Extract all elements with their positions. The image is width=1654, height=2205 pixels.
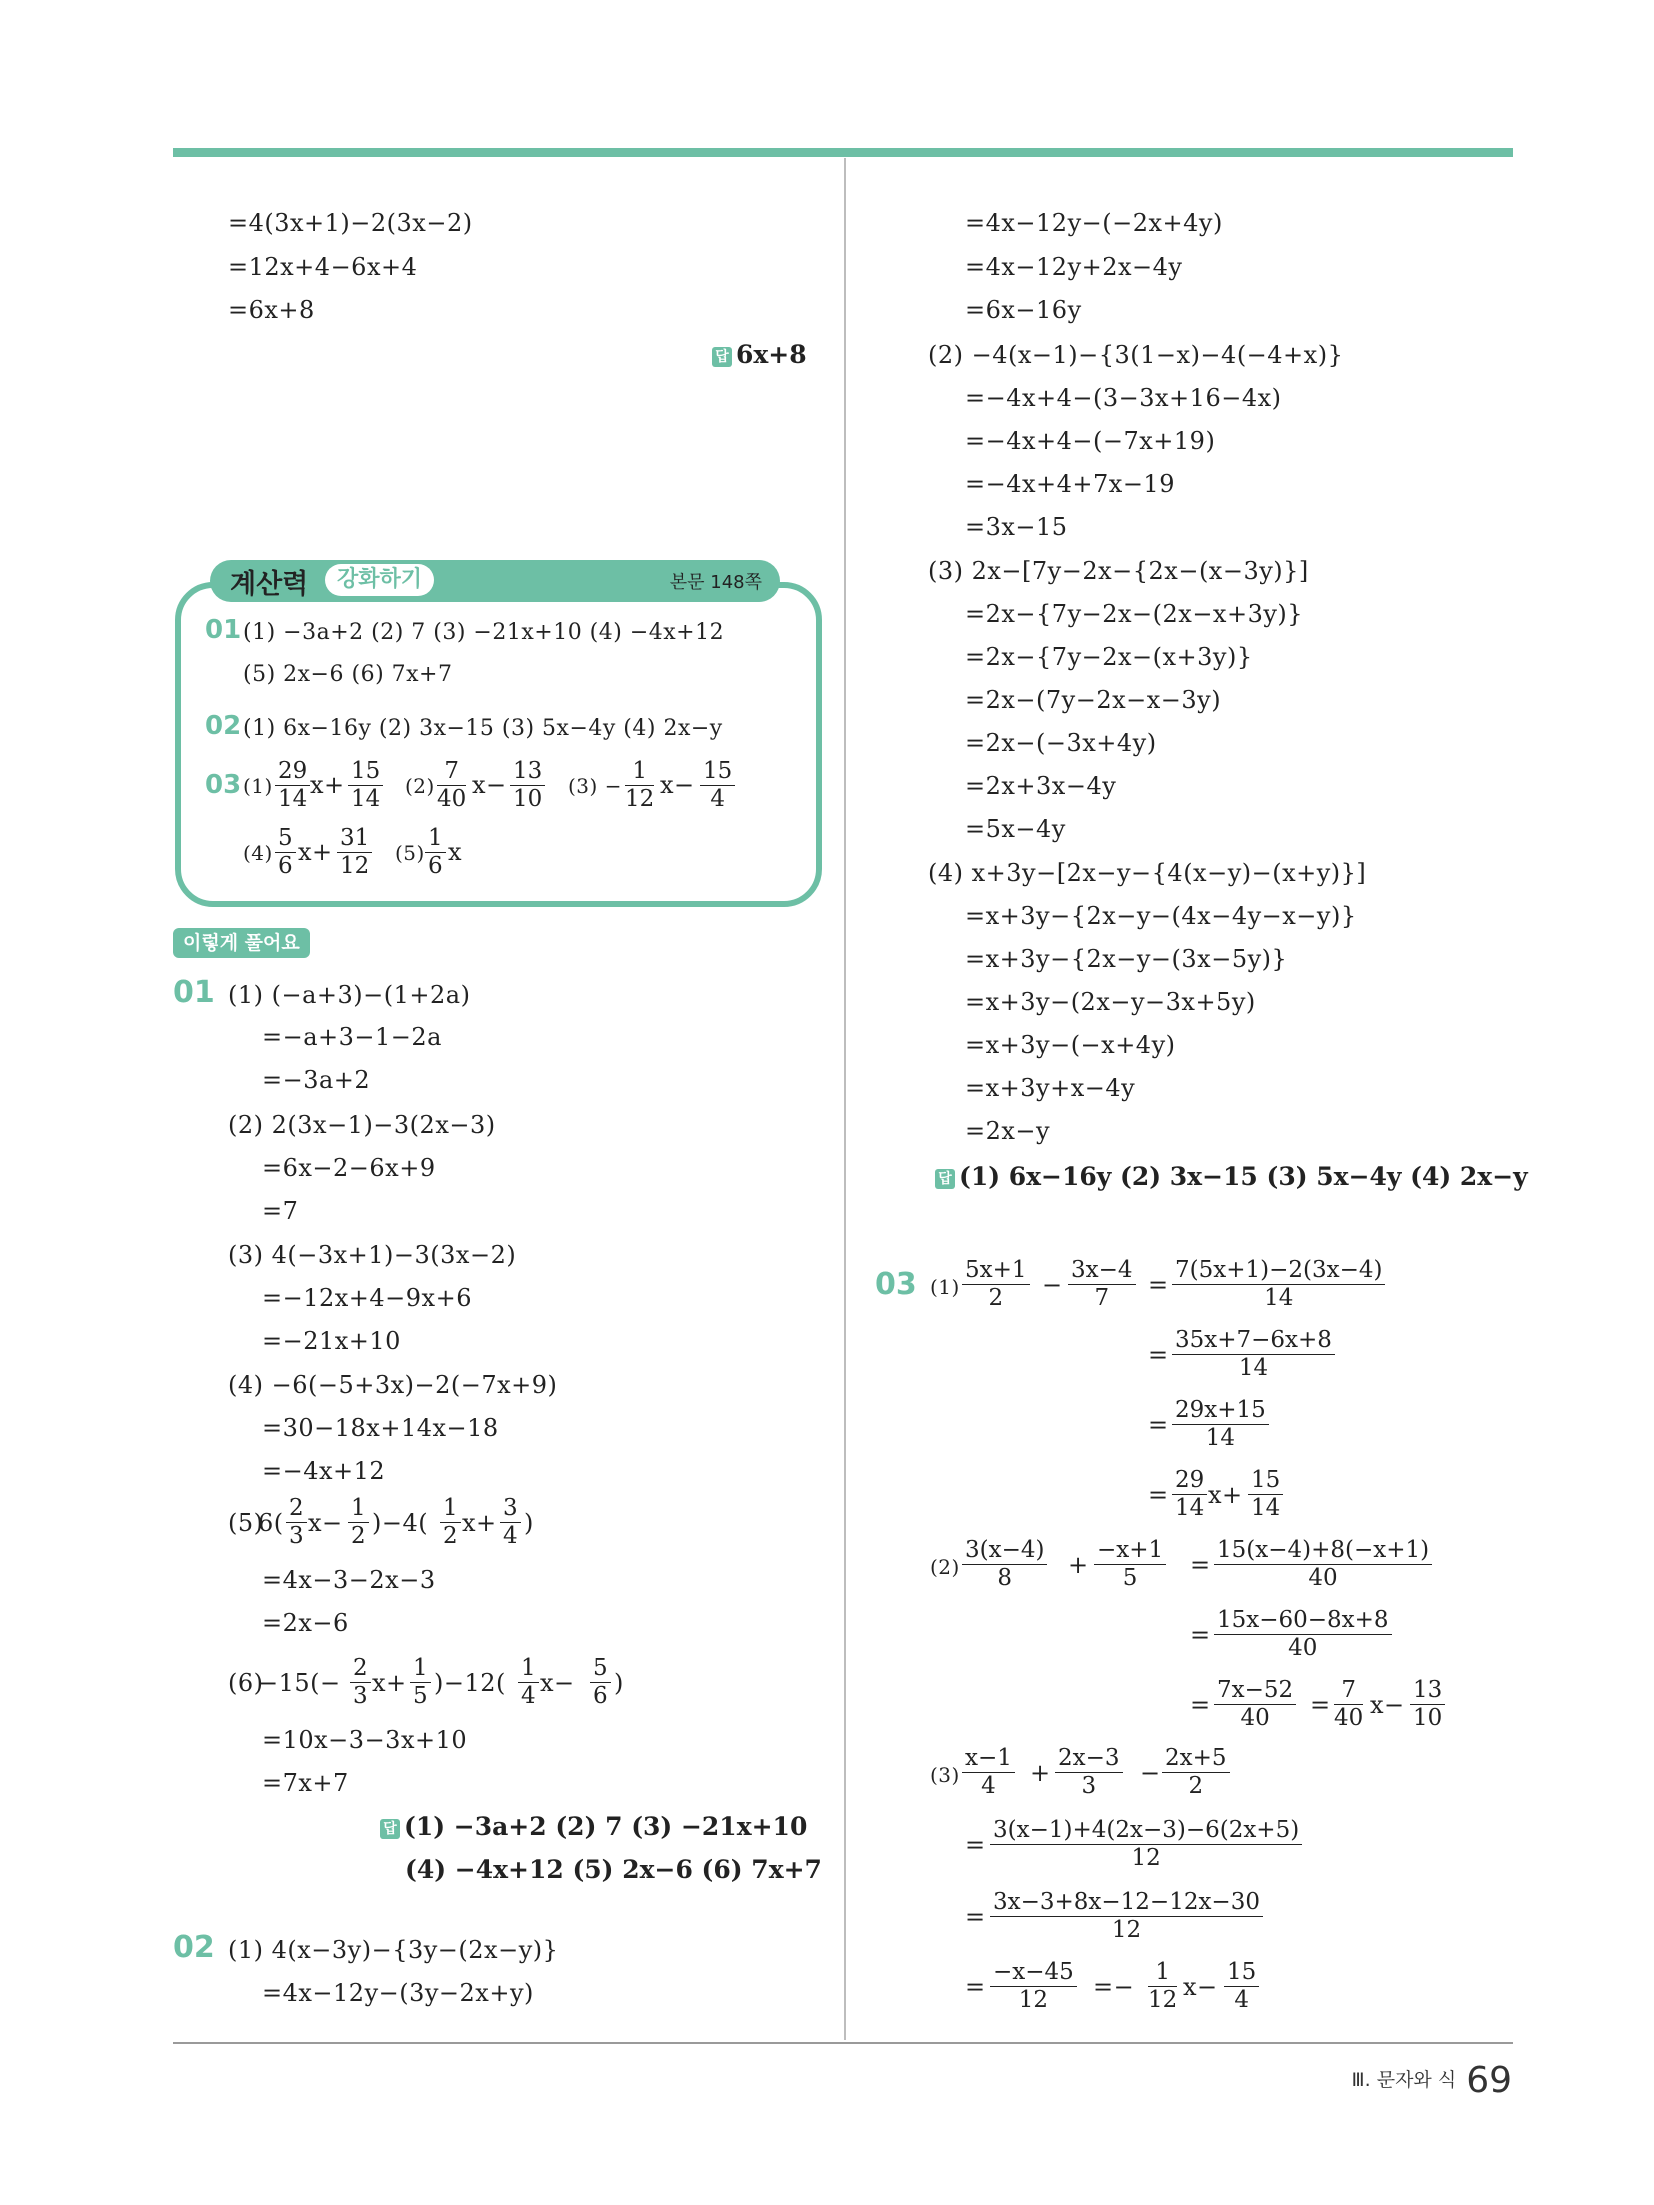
step: =−4x+4+7x−19 xyxy=(965,470,1175,498)
fraction: $\frac{-x-45}{12}$ xyxy=(990,1959,1077,2014)
step: (1) 4(x−3y)−{3y−(2x−y)} xyxy=(228,1936,559,1964)
text: x− xyxy=(308,1509,343,1537)
box-subtitle: 강화하기 xyxy=(325,564,434,596)
fraction: $\frac{x-1}{4}$ xyxy=(962,1745,1015,1800)
column-divider xyxy=(844,158,846,2040)
text: = xyxy=(1148,1271,1169,1299)
step: (6) xyxy=(228,1669,264,1697)
box-title-bar xyxy=(210,560,780,602)
problem-number: 03 xyxy=(875,1267,917,1302)
step: =6x−2−6x+9 xyxy=(262,1154,436,1182)
fraction: $\frac{1}{6}$ xyxy=(425,825,446,880)
step: (3) 2x−[7y−2x−{2x−(x−3y)}] xyxy=(928,557,1309,585)
text: 6( xyxy=(258,1509,284,1537)
step: (4) x+3y−[2x−y−{4(x−y)−(x+y)}] xyxy=(928,859,1367,887)
answer: 답 (1) −3a+2 (2) 7 (3) −21x+10 xyxy=(380,1812,807,1841)
fraction: $\frac{3x-4}{7}$ xyxy=(1068,1257,1136,1312)
fraction: $\frac{3}{4}$ xyxy=(500,1495,521,1550)
page-number: 69 xyxy=(1466,2060,1512,2101)
fraction: $\frac{7}{40}$ xyxy=(437,758,467,812)
step: =2x−(−3x+4y) xyxy=(965,729,1157,757)
box-answers: (5) 2x−6 (6) 7x+7 xyxy=(243,662,453,687)
fraction: $\frac{35x+7-6x+8}{14}$ xyxy=(1172,1327,1335,1382)
fraction: $\frac{5}{6}$ xyxy=(590,1655,611,1710)
fraction: $\frac{15(x-4)+8(-x+1)}{40}$ xyxy=(1214,1537,1432,1592)
text: x+ xyxy=(462,1509,497,1537)
problem-number: 01 xyxy=(173,975,215,1010)
fraction: $\frac{3(x-4)}{8}$ xyxy=(962,1537,1047,1592)
text: ) xyxy=(524,1509,534,1537)
text: − xyxy=(1140,1759,1161,1787)
text: x+ xyxy=(310,771,345,799)
step: (1) (−a+3)−(1+2a) xyxy=(228,981,471,1009)
text: x− xyxy=(1183,1973,1218,2001)
fraction: $\frac{1}{12}$ xyxy=(1148,1959,1178,2013)
text: = xyxy=(1148,1341,1169,1369)
text: = xyxy=(1190,1551,1211,1579)
fraction: $\frac{2}{3}$ xyxy=(350,1655,371,1710)
box-num: 01 xyxy=(205,615,242,645)
fraction: $\frac{29x+15}{14}$ xyxy=(1172,1397,1269,1452)
fraction: $\frac{13}{10}$ xyxy=(510,758,545,813)
text: x+ xyxy=(1208,1481,1243,1509)
fraction: $\frac{7(5x+1)-2(3x-4)}{14}$ xyxy=(1172,1257,1385,1312)
problem-number: 02 xyxy=(173,1930,215,1965)
step: =3x−15 xyxy=(965,513,1068,541)
label: (4) xyxy=(243,841,273,865)
step: =−12x+4−9x+6 xyxy=(262,1284,472,1312)
step: (3) 4(−3x+1)−3(3x−2) xyxy=(228,1241,517,1269)
box-title: 계산력 xyxy=(230,569,309,600)
fraction: $\frac{7x-52}{40}$ xyxy=(1214,1677,1296,1732)
label: (5) xyxy=(395,841,425,865)
text: − xyxy=(1042,1271,1063,1299)
step: =2x−{7y−2x−(x+3y)} xyxy=(965,643,1253,671)
step: =−21x+10 xyxy=(262,1327,401,1355)
text: )−4( xyxy=(372,1509,429,1537)
text: = xyxy=(1148,1411,1169,1439)
box-page-ref: 본문 148쪽 xyxy=(669,572,762,593)
fraction: $\frac{1}{4}$ xyxy=(518,1655,539,1710)
label: (1) xyxy=(243,774,273,798)
text: =− xyxy=(1093,1973,1135,2001)
fraction: $\frac{2x-3}{3}$ xyxy=(1055,1745,1123,1800)
step: =6x−16y xyxy=(965,296,1082,324)
fraction: $\frac{2x+5}{2}$ xyxy=(1162,1745,1230,1800)
step: =2x+3x−4y xyxy=(965,772,1117,800)
text: = xyxy=(965,1903,986,1931)
section-label: Ⅲ. 문자와 식 xyxy=(1351,2069,1457,2091)
fraction: $\frac{31}{12}$ xyxy=(337,825,372,880)
label: (3) − xyxy=(568,774,622,798)
bottom-rule xyxy=(173,2042,1513,2044)
text: −15(− xyxy=(258,1669,341,1697)
label: (2) xyxy=(405,774,435,798)
step: (2) −4(x−1)−{3(1−x)−4(−4+x)} xyxy=(928,341,1344,369)
fraction: $\frac{5x+1}{2}$ xyxy=(962,1257,1030,1312)
step: =4x−3−2x−3 xyxy=(262,1566,436,1594)
fraction: $\frac{1}{2}$ xyxy=(440,1495,461,1550)
fraction: $\frac{7}{40}$ xyxy=(1334,1677,1364,1731)
top-bar xyxy=(173,148,1513,157)
step: =2x−{7y−2x−(2x−x+3y)} xyxy=(965,600,1304,628)
text: x− xyxy=(540,1669,575,1697)
step: =7x+7 xyxy=(262,1769,349,1797)
step: =2x−6 xyxy=(262,1609,349,1637)
label: (2) xyxy=(930,1555,960,1579)
step: =−a+3−1−2a xyxy=(262,1023,442,1051)
fraction: $\frac{1}{5}$ xyxy=(410,1655,431,1710)
step: =−4x+4−(3−3x+16−4x) xyxy=(965,384,1282,412)
solution-label: 이렇게 풀어요 xyxy=(173,928,310,958)
fraction: $\frac{15}{4}$ xyxy=(700,758,735,813)
fraction: $\frac{29}{14}$ xyxy=(1172,1467,1207,1522)
fraction: $\frac{15}{14}$ xyxy=(348,758,383,813)
fraction: $\frac{15}{4}$ xyxy=(1224,1959,1259,2014)
step: =5x−4y xyxy=(965,815,1066,843)
step: =2x−(7y−2x−x−3y) xyxy=(965,686,1222,714)
step: =x+3y−{2x−y−(4x−4y−x−y)} xyxy=(965,902,1357,930)
fraction: $\frac{3x-3+8x-12-12x-30}{12}$ xyxy=(990,1889,1263,1944)
text: x− xyxy=(660,771,695,799)
answer: 답 (1) 6x−16y (2) 3x−15 (3) 5x−4y (4) 2x−y xyxy=(935,1162,1528,1191)
answer-mark-icon: 답 xyxy=(712,347,732,367)
text: = xyxy=(965,1973,986,2001)
step: =30−18x+14x−18 xyxy=(262,1414,499,1442)
box-answers: (1) 6x−16y (2) 3x−15 (3) 5x−4y (4) 2x−y xyxy=(243,716,723,741)
text: = xyxy=(1310,1691,1331,1719)
step: (2) 2(3x−1)−3(2x−3) xyxy=(228,1111,496,1139)
answer-mark-icon: 답 xyxy=(935,1169,955,1189)
label: (1) xyxy=(930,1275,960,1299)
text: + xyxy=(1030,1759,1051,1787)
fraction: $\frac{3(x-1)+4(2x-3)-6(2x+5)}{12}$ xyxy=(990,1817,1302,1872)
text: ) xyxy=(614,1669,624,1697)
fraction: $\frac{-x+1}{5}$ xyxy=(1094,1537,1166,1592)
fraction: $\frac{13}{10}$ xyxy=(1410,1677,1445,1732)
step: =−4x+4−(−7x+19) xyxy=(965,427,1216,455)
text: x+ xyxy=(372,1669,407,1697)
step: =4x−12y+2x−4y xyxy=(965,253,1183,281)
step: =4(3x+1)−2(3x−2) xyxy=(228,209,473,237)
answer-mark-icon: 답 xyxy=(380,1819,400,1839)
step: =−3a+2 xyxy=(262,1066,371,1094)
text: = xyxy=(1148,1481,1169,1509)
step: =x+3y−{2x−y−(3x−5y)} xyxy=(965,945,1288,973)
text: x− xyxy=(472,771,507,799)
answer: (4) −4x+12 (5) 2x−6 (6) 7x+7 xyxy=(405,1855,822,1884)
text: )−12( xyxy=(434,1669,506,1697)
step: =12x+4−6x+4 xyxy=(228,253,418,281)
text: = xyxy=(1190,1621,1211,1649)
label: (3) xyxy=(930,1763,960,1787)
step: =x+3y+x−4y xyxy=(965,1074,1136,1102)
step: =x+3y−(2x−y−3x+5y) xyxy=(965,988,1256,1016)
fraction: $\frac{2}{3}$ xyxy=(286,1495,307,1550)
text: x xyxy=(448,838,463,866)
fraction: $\frac{15x-60-8x+8}{40}$ xyxy=(1214,1607,1392,1662)
fraction: $\frac{1}{12}$ xyxy=(625,758,655,812)
step: =x+3y−(−x+4y) xyxy=(965,1031,1176,1059)
fraction: $\frac{15}{14}$ xyxy=(1248,1467,1283,1522)
box-num: 03 xyxy=(205,770,242,800)
text: = xyxy=(965,1831,986,1859)
text: x+ xyxy=(298,838,333,866)
page-footer xyxy=(1352,2060,1512,2101)
box-num: 02 xyxy=(205,711,242,741)
text: + xyxy=(1068,1551,1089,1579)
step: =4x−12y−(3y−2x+y) xyxy=(262,1979,534,2007)
fraction: $\frac{5}{6}$ xyxy=(275,825,296,880)
step: =2x−y xyxy=(965,1117,1051,1145)
box-answers: (1) −3a+2 (2) 7 (3) −21x+10 (4) −4x+12 xyxy=(243,620,725,645)
step: =6x+8 xyxy=(228,296,315,324)
text: = xyxy=(1190,1691,1211,1719)
fraction: $\frac{1}{2}$ xyxy=(348,1495,369,1550)
step: (4) −6(−5+3x)−2(−7x+9) xyxy=(228,1371,558,1399)
step: (5) xyxy=(228,1509,264,1537)
step: =10x−3−3x+10 xyxy=(262,1726,468,1754)
step: =−4x+12 xyxy=(262,1457,386,1485)
step: =4x−12y−(−2x+4y) xyxy=(965,209,1223,237)
answer: 답 6x+8 xyxy=(712,340,807,369)
text: x− xyxy=(1370,1691,1405,1719)
step: =7 xyxy=(262,1197,299,1225)
fraction: $\frac{29}{14}$ xyxy=(275,758,310,813)
